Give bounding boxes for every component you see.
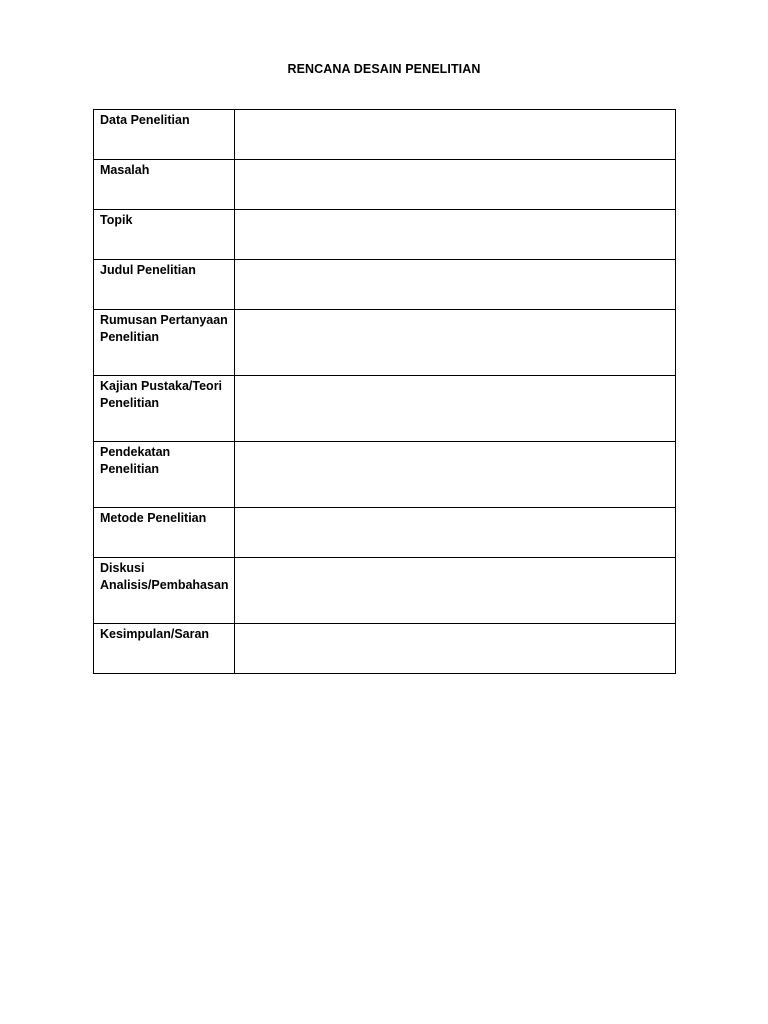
research-design-table <box>93 109 676 674</box>
row-label-cell <box>94 624 235 674</box>
table-row <box>94 558 676 624</box>
row-label-masalah: Masalah <box>100 163 150 177</box>
row-label-cell <box>94 442 235 508</box>
row-label-kesimpulan: Kesimpulan/Saran <box>100 627 210 641</box>
row-label-cell <box>94 160 235 210</box>
table-row <box>94 508 676 558</box>
row-label-cell <box>94 310 235 376</box>
row-value-cell[interactable] <box>235 624 676 674</box>
row-value-cell[interactable] <box>235 376 676 442</box>
row-label-cell <box>94 376 235 442</box>
table-row <box>94 210 676 260</box>
row-value-cell[interactable] <box>235 210 676 260</box>
row-label-judul-penelitian: Judul Penelitian <box>100 263 196 277</box>
row-label-cell <box>94 260 235 310</box>
table-row <box>94 160 676 210</box>
row-label-pendekatan: Pendekatan Penelitian <box>100 445 171 476</box>
table-row <box>94 376 676 442</box>
table-row <box>94 110 676 160</box>
row-label-cell <box>94 210 235 260</box>
row-label-diskusi: Diskusi Analisis/Pembahasan <box>100 561 229 592</box>
row-label-kajian-pustaka: Kajian Pustaka/Teori Penelitian <box>100 379 223 410</box>
row-label-topik: Topik <box>100 213 133 227</box>
row-value-cell[interactable] <box>235 160 676 210</box>
page-title: RENCANA DESAIN PENELITIAN <box>287 62 481 76</box>
row-label-cell <box>94 558 235 624</box>
row-label-metode: Metode Penelitian <box>100 511 207 525</box>
row-value-cell[interactable] <box>235 110 676 160</box>
row-label-rumusan-pertanyaan: Rumusan Pertanyaan Penelitian <box>100 313 228 344</box>
row-value-cell[interactable] <box>235 508 676 558</box>
row-value-cell[interactable] <box>235 442 676 508</box>
row-value-cell[interactable] <box>235 260 676 310</box>
table-row <box>94 624 676 674</box>
row-value-cell[interactable] <box>235 310 676 376</box>
row-label-cell <box>94 110 235 160</box>
table-row <box>94 260 676 310</box>
table-row <box>94 310 676 376</box>
row-label-data-penelitian: Data Penelitian <box>100 113 190 127</box>
table-row <box>94 442 676 508</box>
row-label-cell <box>94 508 235 558</box>
row-value-cell[interactable] <box>235 558 676 624</box>
